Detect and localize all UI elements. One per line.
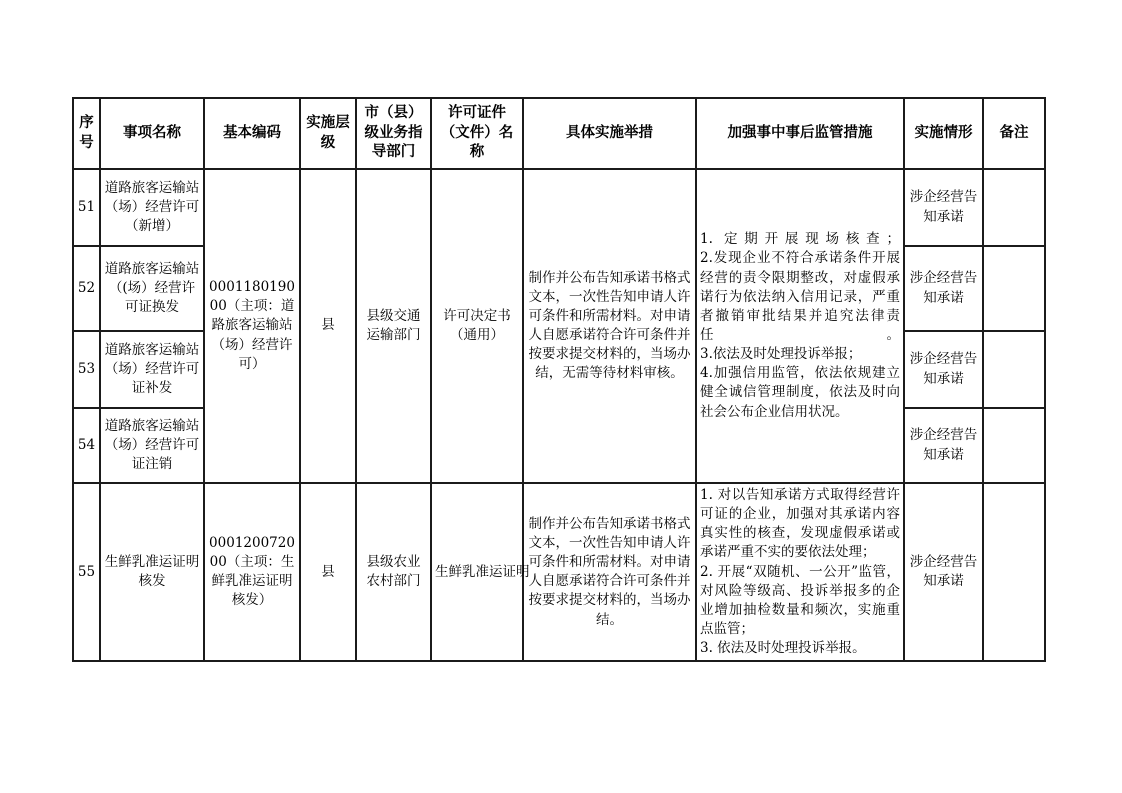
cell-serial-53: 53	[73, 331, 100, 408]
supervision-item: 3.依法及时处理投诉举报；	[700, 346, 862, 363]
cell-license-55: 生鲜乳准运证明	[431, 483, 523, 661]
cell-situation-54: 涉企经营告知承诺	[904, 408, 983, 483]
header-implementation-level: 实施层级	[300, 98, 356, 169]
header-implementation-situation: 实施情形	[904, 98, 983, 169]
cell-basic-code-51-54: 000118019000（主项：道路旅客运输站（场）经营许可）	[204, 169, 300, 483]
supervision-item: 1. 定期开展现场核查；	[700, 231, 900, 248]
cell-item-name-52: 道路旅客运输站（(场）经营许可证换发	[100, 246, 204, 331]
cell-level-51-54: 县	[300, 169, 356, 483]
cell-situation-51: 涉企经营告知承诺	[904, 169, 983, 246]
supervision-item: 3. 依法及时处理投诉举报。	[700, 640, 866, 657]
cell-measures-51-54: 制作并公布告知承诺书格式文本，一次性告知申请人许可条件和所需材料。对申请人自愿承诺符合许可条件并按要求提交材料的，当场办结，无需等待材料审核。	[523, 169, 696, 483]
cell-remark-52	[983, 246, 1045, 331]
cell-serial-51: 51	[73, 169, 100, 246]
header-item-name: 事项名称	[100, 98, 204, 169]
cell-department-55: 县级农业农村部门	[356, 483, 431, 661]
table-row-51	[73, 169, 1045, 246]
header-supervision-measures: 加强事中事后监管措施	[696, 98, 904, 169]
cell-item-name-55: 生鲜乳准运证明核发	[100, 483, 204, 661]
supervision-item: 1. 对以告知承诺方式取得经营许可证的企业，加强对其承诺内容真实性的核查，发现虚假承诺或承诺严重不实的要依法处理；	[700, 487, 900, 561]
cell-item-name-51: 道路旅客运输站（场）经营许可（新增）	[100, 169, 204, 246]
header-row	[73, 98, 1045, 169]
cell-remark-53	[983, 331, 1045, 408]
header-serial-number: 序号	[73, 98, 100, 169]
header-basic-code: 基本编码	[204, 98, 300, 169]
licensing-table-sheet	[72, 97, 1046, 662]
supervision-item: 4.加强信用监管，依法依规建立健全诚信管理制度，依法及时向社会公布企业信用状况。	[700, 365, 900, 420]
cell-serial-55: 55	[73, 483, 100, 661]
cell-remark-54	[983, 408, 1045, 483]
cell-supervision-51-54	[696, 169, 904, 483]
cell-license-51-54: 许可决定书（通用）	[431, 169, 523, 483]
supervision-item: 2. 开展“双随机、一公开”监管，对风险等级高、投诉举报多的企业增加抽检数量和频次，实施重点监管；	[700, 563, 900, 638]
cell-item-name-53: 道路旅客运输站（场）经营许可证补发	[100, 331, 204, 408]
supervision-item: 2.发现企业不符合承诺条件开展经营的责令限期整改，对虚假承诺行为依法纳入信用记录，严重者撤销审批结果并追究法律责任。	[700, 250, 900, 343]
cell-supervision-55	[696, 483, 904, 661]
cell-remark-51	[983, 169, 1045, 246]
header-remarks: 备注	[983, 98, 1045, 169]
cell-serial-54: 54	[73, 408, 100, 483]
cell-serial-52: 52	[73, 246, 100, 331]
cell-measures-55: 制作并公布告知承诺书格式文本，一次性告知申请人许可条件和所需材料。对申请人自愿承诺符合许可条件并按要求提交材料的，当场办结。	[523, 483, 696, 661]
header-license-document-name: 许可证件（文件）名称	[431, 98, 523, 169]
licensing-items-table	[72, 97, 1046, 662]
header-implementation-measures: 具体实施举措	[523, 98, 696, 169]
cell-situation-52: 涉企经营告知承诺	[904, 246, 983, 331]
cell-item-name-54: 道路旅客运输站（场）经营许可证注销	[100, 408, 204, 483]
header-guidance-department: 市（县）级业务指导部门	[356, 98, 431, 169]
table-row-55	[73, 483, 1045, 661]
cell-level-55: 县	[300, 483, 356, 661]
cell-department-51-54: 县级交通运输部门	[356, 169, 431, 483]
cell-situation-55: 涉企经营告知承诺	[904, 483, 983, 661]
cell-remark-55	[983, 483, 1045, 661]
cell-basic-code-55: 000120072000（主项：生鲜乳准运证明核发）	[204, 483, 300, 661]
cell-situation-53: 涉企经营告知承诺	[904, 331, 983, 408]
